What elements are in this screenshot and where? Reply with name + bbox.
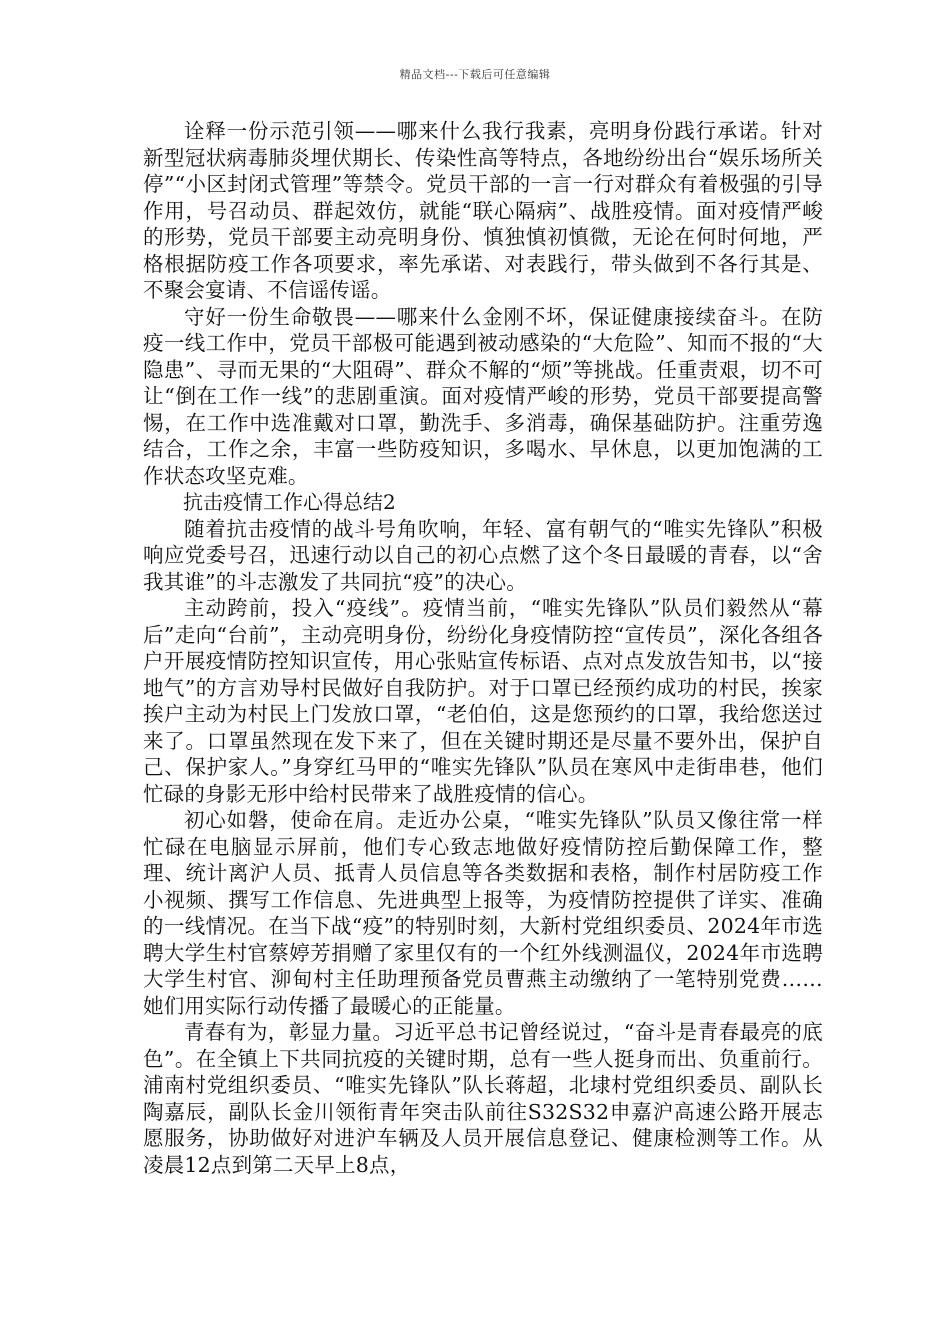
paragraph-1: 诠释一份示范引领——哪来什么我行我素，亮明身份践行承诺。针对新型冠状病毒肺炎埋伏期长、传染性高等特点，各地纷纷出台“娱乐场所关停”“小区封闭式管理”等禁令。党员干部的一言一行对群众有着极强的引导作用，号召动员、群起效仿，就能“联心隔病”、战胜疫情。面对疫情严峻的形势，党员干部要主动亮明身份、慎独慎初慎微，无论在何时何地，严格根据防疫工作各项要求，率先承诺、对表践行，带头做到不各行其是、不聚会宴请、不信谣传谣。 [143, 119, 823, 302]
document-body [143, 118, 823, 1178]
paragraph-4: 主动跨前，投入“疫线”。疫情当前，“唯实先锋队”队员们毅然从“幕后”走向“台前”，主动亮明身份，纷纷化身疫情防控“宣传员”，深化各组各户开展疫情防控知识宣传，用心张贴宣传标语、点对点发放告知书，以“接地气”的方言劝导村民做好自我防护。对于口罩已经预约成功的村民，挨家挨户主动为村民上门发放口罩，“老伯伯，这是您预约的口罩，我给您送过来了。口罩虽然现在发下来了，但在关键时期还是尽量不要外出，保护自己、保护家人。”身穿红马甲的“唯实先锋队”队员在寒风中走街串巷，他们忙碌的身影无形中给村民带来了战胜疫情的信心。 [143, 596, 823, 806]
section-heading: 抗击疫情工作心得总结2 [183, 490, 396, 514]
page-header: 精品文档---下载后可任意编辑 [399, 68, 551, 81]
paragraph-3: 随着抗击疫情的战斗号角吹响，年轻、富有朝气的“唯实先锋队”积极响应党委号召，迅速行动以自己的初心点燃了这个冬日最暖的青春，以“舍我其谁”的斗志激发了共同抗“疫”的决心。 [143, 516, 823, 594]
paragraph-6: 青春有为，彰显力量。习近平总书记曾经说过，“奋斗是青春最亮的底色”。在全镇上下共同抗疫的关键时期，总有一些人挺身而出、负重前行。浦南村党组织委员、“唯实先锋队”队长蒋超，北埭村党组织委员、副队长陶嘉辰，副队长金川领衔青年突击队前往S32S32申嘉沪高速公路开展志愿服务，协助做好对进沪车辆及人员开展信息登记、健康检测等工作。从凌晨12点到第二天早上8点， [143, 1020, 823, 1177]
paragraph-5: 初心如磐，使命在肩。走近办公桌，“唯实先锋队”队员又像往常一样忙碌在电脑显示屏前，他们专心致志地做好疫情防控后勤保障工作，整理、统计离沪人员、抵青人员信息等各类数据和表格，制作村居防疫工作小视频、撰写工作信息、先进典型上报等，为疫情防控提供了详实、准确的一线情况。在当下战“疫”的特别时刻，大新村党组织委员、2024年市选聘大学生村官蔡婷芳捐赠了家里仅有的一个红外线测温仪，2024年市选聘大学生村官、泖甸村主任助理预备党员曹燕主动缴纳了一笔特别党费……她们用实际行动传播了最暖心的正能量。 [143, 808, 823, 1018]
paragraph-2: 守好一份生命敬畏——哪来什么金刚不坏，保证健康接续奋斗。在防疫一线工作中，党员干部极可能遇到被动感染的“大危险”、知而不报的“大隐患”、寻而无果的“大阻碍”、群众不解的“烦”等挑战。任重责艰，切不可让“倒在工作一线”的悲剧重演。面对疫情严峻的形势，党员干部要提高警惕，在工作中选准戴对口罩，勤洗手、多消毒，确保基础防护。注重劳逸结合，工作之余，丰富一些防疫知识，多喝水、早休息，以更加饱满的工作状态攻坚克难。 [143, 304, 823, 488]
